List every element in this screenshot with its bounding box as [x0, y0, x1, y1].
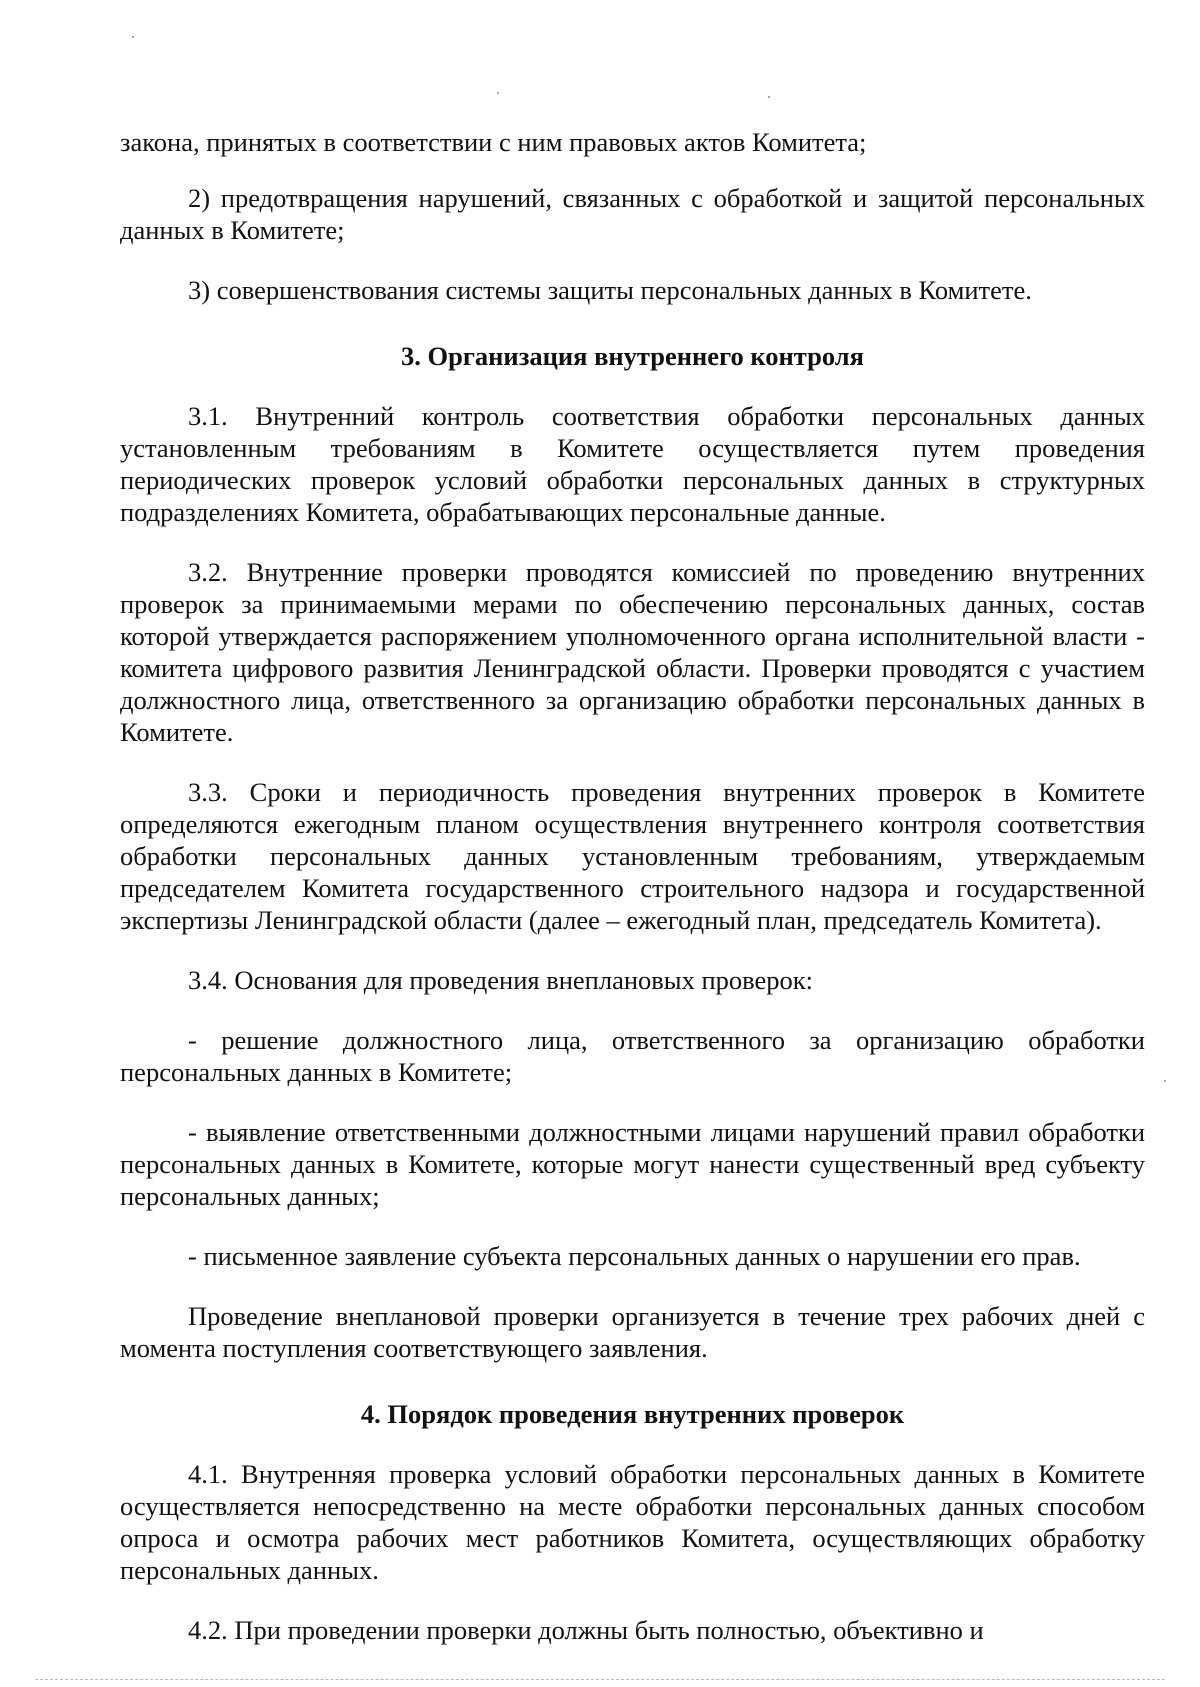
- scan-speck: [132, 36, 134, 38]
- paragraph-4-1: 4.1. Внутренняя проверка условий обработки персональных данных в Комитете осуществляется непосредственно на месте обработки персональных данных способом опроса и осмотра рабочих мест работников Комитета, осуществляющих обработку персональных данных.: [120, 1459, 1145, 1585]
- bullet-official-decision: - решение должностного лица, ответственного за организацию обработки персональных данных в Комитете;: [120, 1025, 1145, 1087]
- paragraph-item-3: 3) совершенствования системы защиты персональных данных в Комитете.: [188, 275, 1032, 305]
- paragraph-3-1: 3.1. Внутренний контроль соответствия обработки персональных данных установленным требованиям в Комитете осуществляется путем проведения периодических проверок условий обработки персональных данных в структурных подразделениях Комитета, обрабатывающих персональные данные.: [120, 401, 1145, 527]
- scan-speck: [1164, 1080, 1166, 1082]
- document-body: [120, 126, 1145, 1646]
- section-heading-3: 3. Организация внутреннего контроля: [401, 341, 864, 371]
- scan-speck: [497, 92, 499, 94]
- bullet-written-statement: - письменное заявление субъекта персональных данных о нарушении его прав.: [188, 1241, 1081, 1271]
- paragraph-3-3: 3.3. Сроки и периодичность проведения внутренних проверок в Комитете определяются ежегодным планом осуществления внутреннего контроля соответствия обработки персональных данных установленным требованиям, утверждаемым председателем Комитета государственного строительного надзора и государственной экспертизы Ленинградской области (далее – ежегодный план, председатель Комитета).: [120, 777, 1145, 935]
- paragraph-law-acts: закона, принятых в соответствии с ним правовых актов Комитета;: [120, 127, 867, 157]
- scan-speck: [768, 96, 770, 98]
- bullet-violation-detection: - выявление ответственными должностными лицами нарушений правил обработки персональных данных в Комитете, которые могут нанести существенный вред субъекту персональных данных;: [120, 1117, 1145, 1211]
- paragraph-item-2: 2) предотвращения нарушений, связанных с обработкой и защитой персональных данных в Комитете;: [120, 183, 1145, 245]
- section-heading-4: 4. Порядок проведения внутренних проверок: [360, 1399, 905, 1429]
- paragraph-3-4: 3.4. Основания для проведения внеплановых проверок:: [188, 965, 813, 995]
- paragraph-4-2: 4.2. При проведении проверки должны быть полностью, объективно и: [188, 1615, 984, 1645]
- paragraph-3-2: 3.2. Внутренние проверки проводятся комиссией по проведению внутренних проверок за принимаемыми мерами по обеспечению персональных данных, состав которой утверждается распоряжением уполномоченного органа исполнительной власти - комитета цифрового развития Ленинградской области. Проверки проводятся с участием должностного лица, ответственного за организацию обработки персональных данных в Комитете.: [120, 557, 1145, 747]
- bottom-scan-edge: [35, 1679, 1165, 1680]
- paragraph-unplanned-check: Проведение внеплановой проверки организуется в течение трех рабочих дней с момента поступления соответствующего заявления.: [120, 1301, 1145, 1363]
